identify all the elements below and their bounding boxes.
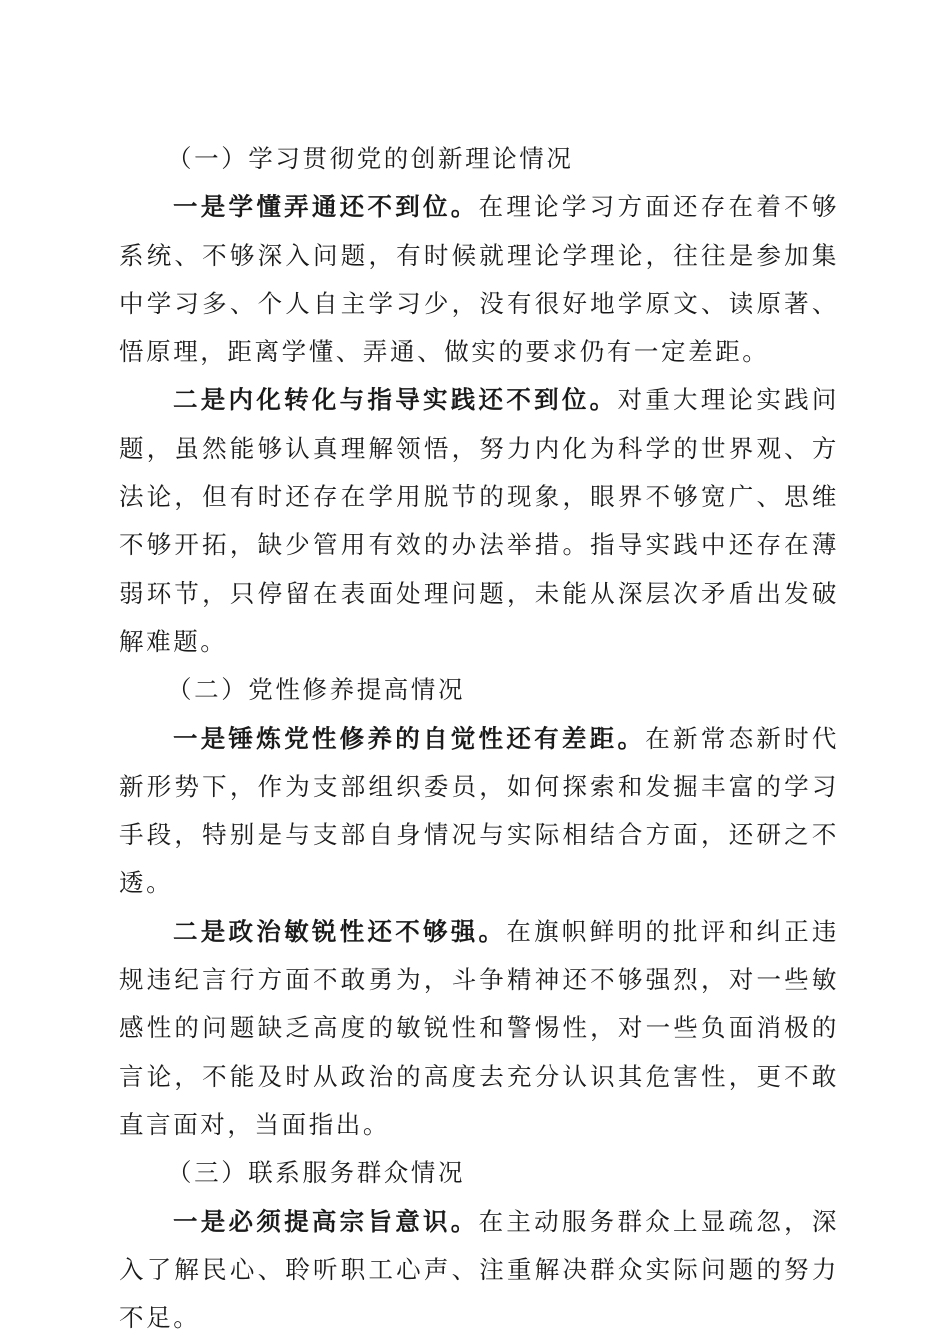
section-heading-3: （三）联系服务群众情况	[167, 1158, 466, 1188]
paragraph-body: 在新常态新时代新形势下，作为支部组织委员，如何探索和发掘丰富的学习手段，特别是与支部自身情况与实际相结合方面，还研之不透。	[119, 723, 840, 898]
document-body	[119, 135, 839, 1342]
paragraph-lead: 一是必须提高宗旨意识。	[173, 1206, 479, 1236]
paragraph-3-1	[119, 1198, 839, 1343]
paragraph-body: 在主动服务群众上显疏忽，深入了解民心、聆听职工心声、注重解决群众实际问题的努力不足。	[119, 1206, 839, 1333]
paragraph-body: 在旗帜鲜明的批评和纠正违规违纪言行方面不敢勇为，斗争精神还不够强烈，对一些敏感性的问题缺乏高度的敏锐性和警惕性，对一些负面消极的言论，不能及时从政治的高度去充分认识其危害性，更不敢直言面对，当面指出。	[119, 916, 840, 1139]
paragraph-body: 在理论学习方面还存在着不够系统、不够深入问题，有时候就理论学理论，往往是参加集中学习多、个人自主学习少，没有很好地学原文、读原著、悟原理，距离学懂、弄通、做实的要求仍有一定差距。	[119, 192, 839, 367]
paragraph-2-2	[119, 908, 839, 1149]
section-heading-2: （二）党性修养提高情况	[167, 675, 466, 705]
paragraph-body: 对重大理论实践问题，虽然能够认真理解领悟，努力内化为科学的世界观、方法论，但有时还存在学用脱节的现象，眼界不够宽广、思维不够开拓，缺少管用有效的办法举措。指导实践中还存在薄弱环节，只停留在表面处理问题，未能从深层次矛盾出发破解难题。	[119, 385, 839, 656]
paragraph-1-2	[119, 376, 839, 666]
paragraph-lead: 二是政治敏锐性还不够强。	[173, 916, 507, 946]
paragraph-1-1	[119, 183, 839, 376]
paragraph-lead: 二是内化转化与指导实践还不到位。	[173, 385, 618, 415]
paragraph-lead: 一是学懂弄通还不到位。	[173, 192, 479, 222]
section-heading-1: （一）学习贯彻党的创新理论情况	[167, 144, 574, 173]
paragraph-2-1	[119, 715, 839, 908]
paragraph-lead: 一是锤炼党性修养的自觉性还有差距。	[173, 723, 646, 753]
